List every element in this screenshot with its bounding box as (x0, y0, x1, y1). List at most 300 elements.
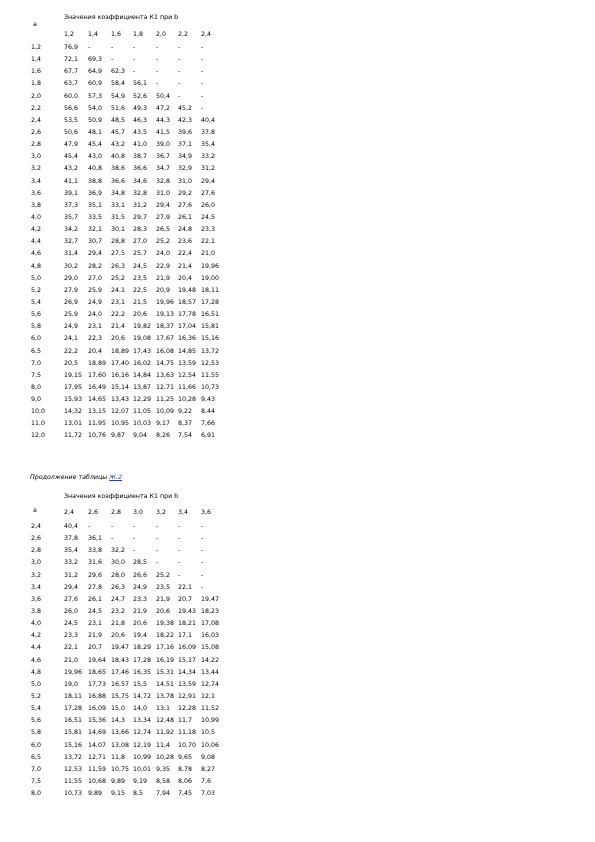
table-cell: 17,95 (64, 383, 83, 391)
table-cell: 11,72 (64, 432, 83, 440)
table-cell: 9,65 (178, 753, 193, 761)
table-cell: 32,8 (156, 177, 171, 185)
table-cell: 54,0 (88, 104, 103, 112)
row-label-a: 2,2 (31, 104, 42, 112)
table-cell: 32,7 (64, 238, 79, 246)
row-label-a: 10,0 (31, 408, 46, 416)
table-cell: 14,75 (156, 359, 175, 367)
table-cell: 21,0 (64, 656, 79, 664)
table-row (0, 176, 260, 188)
table-cell: 17,73 (88, 680, 107, 688)
table-cell: - (178, 547, 181, 555)
table-cell: 32,8 (133, 189, 148, 197)
table-cell: - (156, 68, 159, 76)
table-cell: 33,8 (88, 547, 103, 555)
table-row (0, 752, 260, 764)
table-cell: 32,1 (88, 226, 103, 234)
table-row (0, 630, 260, 642)
table-cell: 10,5 (201, 729, 216, 737)
table-cell: 13,44 (201, 668, 220, 676)
table-cell: 25,9 (64, 311, 79, 319)
row-label-a: 8,0 (31, 790, 42, 798)
table-cell: 17,60 (88, 371, 107, 379)
table-1-corner-label: a (33, 21, 37, 28)
row-label-a: 3,8 (31, 201, 42, 209)
table-cell: 19,96 (156, 298, 175, 306)
table-cell: 34,7 (156, 165, 171, 173)
table-cell: 13,59 (178, 680, 197, 688)
table-cell: 17,40 (111, 359, 130, 367)
table-cell: 29,4 (88, 250, 103, 258)
table-cell: 8,27 (201, 765, 216, 773)
table-row (0, 151, 260, 163)
column-header: 2,8 (111, 509, 122, 516)
table-cell: 13,01 (64, 420, 83, 428)
row-label-a: 4,8 (31, 668, 42, 676)
table-cell: - (201, 44, 204, 51)
table-cell: 8,78 (178, 765, 193, 773)
table-cell: 10,28 (178, 396, 197, 404)
table-row (0, 66, 260, 78)
table-cell: 27,5 (111, 250, 126, 258)
row-label-a: 5,6 (31, 311, 42, 319)
table-cell: 21,5 (133, 298, 148, 306)
table-row (0, 212, 260, 224)
row-label-a: 6,0 (31, 335, 42, 343)
table-cell: 17,08 (201, 620, 220, 628)
table-cell: 13,59 (178, 359, 197, 367)
table-cell: 24,9 (133, 583, 148, 591)
table-cell: 15,81 (64, 729, 83, 737)
table-cell: 29,2 (178, 189, 193, 197)
table-cell: 7,94 (156, 790, 171, 798)
table-cell: 9,08 (201, 753, 216, 761)
table-cell: 24,5 (88, 607, 103, 615)
table-cell: 13,72 (201, 347, 220, 355)
table-reference-link[interactable]: Ж.2 (109, 474, 123, 481)
table-cell: - (111, 44, 114, 51)
table-cell: 10,03 (133, 420, 152, 428)
table-cell: 15,93 (64, 396, 83, 404)
table-cell: 24,1 (111, 286, 126, 294)
table-cell: 16,51 (201, 311, 220, 319)
table-cell: 31,2 (201, 165, 216, 173)
table-cell: 31,4 (64, 250, 79, 258)
table-cell: 11,8 (111, 753, 126, 761)
row-label-a: 3,6 (31, 595, 42, 603)
table-cell: 18,89 (88, 359, 107, 367)
table-cell: 17,67 (156, 335, 175, 343)
table-cell: 9,43 (201, 396, 216, 404)
table-row (0, 236, 260, 248)
table-cell: - (133, 535, 136, 543)
row-label-a: 3,4 (31, 583, 42, 591)
row-label-a: 2,8 (31, 547, 42, 555)
table-cell: 8,44 (201, 408, 216, 416)
table-cell: 20,9 (156, 286, 171, 294)
table-cell: 10,76 (88, 432, 107, 440)
table-row (0, 200, 260, 212)
row-label-a: 2,6 (31, 128, 42, 136)
table-cell: 12,53 (64, 765, 83, 773)
table-cell: 17,43 (133, 347, 152, 355)
table-cell: 15,81 (201, 323, 220, 331)
table-cell: 24,1 (64, 335, 79, 343)
table-1-title: Значения коэффициента К1 при b (64, 14, 179, 21)
row-label-a: 3,2 (31, 571, 42, 579)
table-cell: 20,6 (111, 632, 126, 640)
table-cell: 9,89 (111, 777, 126, 785)
table-cell: 63,7 (64, 80, 79, 88)
row-label-a: 5,8 (31, 729, 42, 737)
row-label-a: 6,5 (31, 753, 42, 761)
table-cell: 11,7 (178, 717, 193, 725)
table-cell: 17,46 (111, 668, 130, 676)
table-cell: - (156, 80, 159, 88)
table-row (0, 667, 260, 679)
table-cell: 62,3 (111, 68, 126, 76)
table-cell: 10,01 (133, 765, 152, 773)
table-cell: 10,73 (201, 383, 220, 391)
table-2-corner-label: a (33, 507, 37, 514)
table-row (0, 715, 260, 727)
table-cell: 58,4 (111, 80, 126, 88)
table-cell: 9,35 (156, 765, 171, 773)
table-row (0, 358, 260, 370)
table-cell: 23,5 (133, 274, 148, 282)
table-cell: 33,1 (111, 201, 126, 209)
table-row (0, 188, 260, 200)
row-label-a: 7,5 (31, 777, 42, 785)
table-cell: 34,2 (64, 226, 79, 234)
table-cell: - (178, 535, 181, 543)
row-label-a: 5,2 (31, 286, 42, 294)
row-label-a: 1,2 (31, 44, 42, 51)
table-cell: 9,87 (111, 432, 126, 440)
table-row (0, 788, 260, 800)
table-cell: 11,55 (201, 371, 220, 379)
table-cell: 24,8 (178, 226, 193, 234)
table-cell: 72,1 (64, 56, 79, 64)
table-cell: 14,32 (64, 408, 83, 416)
table-row (0, 594, 260, 606)
table-cell: 27,9 (156, 213, 171, 221)
table-cell: - (201, 535, 204, 543)
table-cell: 14,69 (88, 729, 107, 737)
table-cell: 37,3 (64, 201, 79, 209)
table-cell: 14,34 (178, 668, 197, 676)
table-cell: 31,0 (156, 189, 171, 197)
table-cell: 10,99 (133, 753, 152, 761)
row-label-a: 3,6 (31, 189, 42, 197)
table-cell: 22,3 (88, 335, 103, 343)
table-cell: 19,4 (133, 632, 148, 640)
table-row (0, 776, 260, 788)
table-cell: 31,6 (88, 559, 103, 567)
row-label-a: 5,6 (31, 717, 42, 725)
table-cell: 26,9 (64, 298, 79, 306)
row-label-a: 1,8 (31, 80, 42, 88)
table-cell: 39,0 (156, 141, 171, 149)
table-cell: - (201, 56, 204, 64)
table-cell: 28,5 (133, 559, 148, 567)
table-row (0, 139, 260, 151)
table-cell: 13,15 (88, 408, 107, 416)
table-cell: 20,7 (178, 595, 193, 603)
table-row (0, 370, 260, 382)
table-row (0, 163, 260, 175)
table-cell: 29,4 (201, 177, 216, 185)
table-cell: 12,74 (133, 729, 152, 737)
table-cell: 16,03 (201, 632, 220, 640)
table-cell: 11,66 (178, 383, 197, 391)
column-header: 1,8 (133, 31, 144, 38)
table-cell: 11,05 (133, 408, 152, 416)
table-cell: 16,49 (88, 383, 107, 391)
table-cell: 12,48 (156, 717, 175, 725)
table-row (0, 727, 260, 739)
table-cell: 57,3 (88, 92, 103, 100)
table-cell: 31,0 (178, 177, 193, 185)
table-cell: - (133, 56, 136, 64)
table-cell: 12,29 (133, 396, 152, 404)
table-cell: 14,84 (133, 371, 152, 379)
row-label-a: 9,0 (31, 396, 42, 404)
table-cell: 29,4 (64, 583, 79, 591)
row-label-a: 4,0 (31, 213, 42, 221)
table-cell: 18,11 (201, 286, 220, 294)
table-row (0, 273, 260, 285)
table-cell: 28,3 (133, 226, 148, 234)
row-label-a: 4,6 (31, 656, 42, 664)
table-row (0, 764, 260, 776)
table-cell: 16,02 (133, 359, 152, 367)
table-cell: 21,9 (156, 595, 171, 603)
row-label-a: 5,8 (31, 323, 42, 331)
table-cell: 28,0 (111, 571, 126, 579)
table-cell: 33,2 (64, 559, 79, 567)
table-row (0, 115, 260, 127)
table-cell: 19,13 (156, 311, 175, 319)
table-cell: 18,89 (111, 347, 130, 355)
table-cell: - (111, 56, 114, 64)
column-header: 2,4 (201, 31, 212, 38)
table-cell: 9,89 (88, 790, 103, 798)
table-cell: 30,1 (111, 226, 126, 234)
table-cell: 25,7 (133, 250, 148, 258)
table-cell: 27,0 (133, 238, 148, 246)
table-cell: 25,2 (111, 274, 126, 282)
table-cell: 31,5 (111, 213, 126, 221)
table-cell: 17,04 (178, 323, 197, 331)
table-cell: 40,4 (64, 523, 79, 530)
table-cell: 12,28 (178, 705, 197, 713)
table-cell: 19,47 (201, 595, 220, 603)
table-cell: 34,8 (111, 189, 126, 197)
table-cell: - (133, 523, 136, 530)
table-cell: 12,71 (88, 753, 107, 761)
table-cell: 17,28 (201, 298, 220, 306)
table-row (0, 691, 260, 703)
table-cell: 8,26 (156, 432, 171, 440)
table-cell: 9,15 (111, 790, 126, 798)
table-cell: - (201, 80, 204, 88)
table-cell: 30,0 (111, 559, 126, 567)
table-cell: 24,7 (111, 595, 126, 603)
table-cell: 39,6 (178, 128, 193, 136)
table-row (0, 54, 260, 66)
table-cell: 18,29 (133, 644, 152, 652)
row-label-a: 4,0 (31, 620, 42, 628)
row-label-a: 6,5 (31, 347, 42, 355)
table-cell: 18,11 (64, 692, 83, 700)
table-cell: 37,1 (178, 141, 193, 149)
table-cell: 26,3 (111, 583, 126, 591)
table-cell: 22,5 (133, 286, 148, 294)
table-cell: 15,75 (111, 692, 130, 700)
table-cell: 14,0 (133, 705, 148, 713)
table-cell: 47,9 (64, 141, 79, 149)
table-cell: 21,9 (156, 274, 171, 282)
table-cell: 12,53 (201, 359, 220, 367)
table-cell: 15,16 (64, 741, 83, 749)
table-cell: 17,1 (178, 632, 193, 640)
table-row (0, 679, 260, 691)
table-row (0, 42, 260, 54)
table-cell: 20,4 (178, 274, 193, 282)
table-cell: 52,6 (133, 92, 148, 100)
table-cell: 60,9 (88, 80, 103, 88)
table-cell: 45,4 (64, 153, 79, 161)
table-cell: - (88, 44, 91, 51)
table-cell: 12,54 (178, 371, 197, 379)
table-row (0, 382, 260, 394)
table-cell: 29,6 (88, 571, 103, 579)
table-cell: 12,71 (156, 383, 175, 391)
table-row (0, 521, 260, 533)
table-cell: 35,4 (201, 141, 216, 149)
table-cell: 14,3 (111, 717, 126, 725)
table-cell: 10,75 (111, 765, 130, 773)
row-label-a: 7,5 (31, 371, 42, 379)
column-header: 1,6 (111, 31, 122, 38)
table-row (0, 394, 260, 406)
table-cell: 17,78 (178, 311, 197, 319)
table-cell: 19,15 (64, 371, 83, 379)
table-cell: 7,45 (178, 790, 193, 798)
table-cell: 56,1 (133, 80, 148, 88)
table-cell: 38,7 (133, 153, 148, 161)
table-cell: 76,9 (64, 44, 79, 51)
row-label-a: 4,4 (31, 238, 42, 246)
table-cell: 21,9 (133, 607, 148, 615)
row-label-a: 5,2 (31, 692, 42, 700)
table-cell: 64,9 (88, 68, 103, 76)
table-cell: 11,25 (156, 396, 175, 404)
table-cell: 24,0 (156, 250, 171, 258)
row-label-a: 11,0 (31, 420, 46, 428)
table-cell: 41,0 (133, 141, 148, 149)
table-cell: 23,3 (201, 226, 216, 234)
table-cell: 12,19 (133, 741, 152, 749)
table-cell: 14,07 (88, 741, 107, 749)
table-cell: - (201, 68, 204, 76)
row-label-a: 1,4 (31, 56, 42, 64)
table-cell: 21,4 (178, 262, 193, 270)
table-cell: 23,1 (111, 298, 126, 306)
table-cell: 22,1 (64, 644, 79, 652)
table-row (0, 297, 260, 309)
table-cell: 7,54 (178, 432, 193, 440)
table-row (0, 740, 260, 752)
table-cell: 36,6 (133, 165, 148, 173)
table-cell: 11,4 (156, 741, 171, 749)
table-cell: 16,36 (178, 335, 197, 343)
table-cell: 31,2 (64, 571, 79, 579)
table-cell: 16,09 (88, 705, 107, 713)
table-cell: - (156, 44, 159, 51)
table-cell: 7,6 (201, 777, 212, 785)
table-cell: - (178, 571, 181, 579)
table-row (0, 545, 260, 557)
table-cell: 20,6 (111, 335, 126, 343)
table-cell: 9,19 (133, 777, 148, 785)
row-label-a: 2,6 (31, 535, 42, 543)
table-cell: 13,43 (111, 396, 130, 404)
table-cell: 37,8 (64, 535, 79, 543)
table-cell: - (133, 68, 136, 76)
column-header: 2,4 (64, 509, 75, 516)
row-label-a: 3,0 (31, 559, 42, 567)
continuation-prefix: Продолжение таблицы (30, 474, 110, 481)
table-cell: - (156, 56, 159, 64)
table-cell: 24,9 (64, 323, 79, 331)
table-cell: 23,1 (88, 323, 103, 331)
table-cell: 18,57 (178, 298, 197, 306)
column-header: 3,6 (201, 509, 212, 516)
table-cell: 25,2 (156, 571, 171, 579)
table-cell: 26,5 (156, 226, 171, 234)
table-cell: 10,28 (156, 753, 175, 761)
table-cell: - (156, 523, 159, 530)
table-cell: 27,9 (64, 286, 79, 294)
table-cell: 40,8 (88, 165, 103, 173)
table-cell: 23,1 (88, 620, 103, 628)
table-cell: 24,9 (88, 298, 103, 306)
table-cell: - (201, 559, 204, 567)
row-label-a: 7,0 (31, 359, 42, 367)
table-cell: 15,14 (111, 383, 130, 391)
table-row (0, 248, 260, 260)
row-label-a: 3,4 (31, 177, 42, 185)
table-cell: 12,91 (178, 692, 197, 700)
table-cell: 16,57 (111, 680, 130, 688)
table-cell: 19,08 (133, 335, 152, 343)
table-cell: 19,96 (64, 668, 83, 676)
table-cell: 40,4 (201, 116, 216, 124)
table-cell: 16,16 (111, 371, 130, 379)
table-cell: 15,17 (178, 656, 197, 664)
table-cell: 45,4 (88, 141, 103, 149)
row-label-a: 8,0 (31, 383, 42, 391)
table-cell: 30,7 (88, 238, 103, 246)
table-cell: 38,6 (111, 165, 126, 173)
row-label-a: 5,0 (31, 274, 42, 282)
table-cell: 39,1 (64, 189, 79, 197)
row-label-a: 1,6 (31, 68, 42, 76)
table-cell: 9,17 (156, 420, 171, 428)
table-cell: 14,65 (88, 396, 107, 404)
